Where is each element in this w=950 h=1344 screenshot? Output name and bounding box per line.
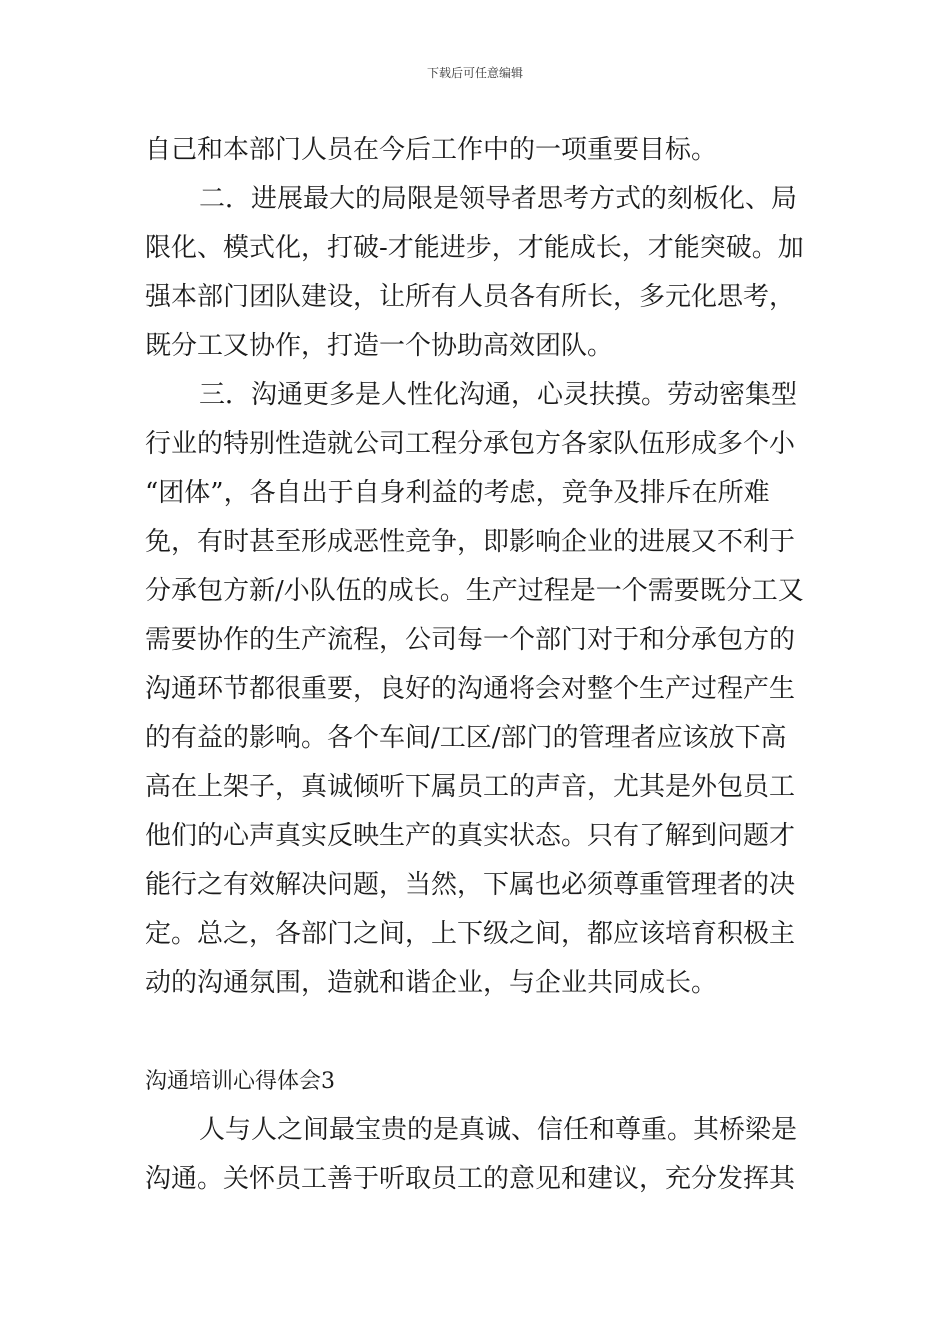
text-line: 需要协作的生产流程，公司每一个部门对于和分承包方的 xyxy=(145,625,796,655)
text-line: 的有益的影响。各个车间/工区/部门的管理者应该放下高 xyxy=(145,723,787,753)
section-title: 沟通培训心得体会3 xyxy=(145,1069,335,1094)
text-line: 高在上架子，真诚倾听下属员工的声音，尤其是外包员工 xyxy=(145,772,796,802)
text-line: 动的沟通氛围，造就和谐企业，与企业共同成长。 xyxy=(145,968,718,998)
text-line: 免，有时甚至形成恶性竞争，即影响企业的进展又不利于 xyxy=(145,527,796,557)
text-line: 能行之有效解决问题，当然，下属也必须尊重管理者的决 xyxy=(145,870,796,900)
text-line: 行业的特别性造就公司工程分承包方各家队伍形成多个小 xyxy=(145,429,796,459)
document-body xyxy=(145,126,810,1204)
text-line: 分承包方新/小队伍的成长。生产过程是一个需要既分工又 xyxy=(145,576,804,606)
text-line: “团体”，各自出于自身利益的考虑，竞争及排斥在所难 xyxy=(145,478,770,508)
section-paragraph-start: 人与人之间最宝贵的是真诚、信任和尊重。其桥梁是 xyxy=(199,1115,798,1145)
text-line: 既分工又协作，打造一个协助高效团队。 xyxy=(145,331,614,361)
paragraph-2-start: 二．进展最大的局限是领导者思考方式的刻板化、局 xyxy=(199,184,798,214)
text-line: 自己和本部门人员在今后工作中的一项重要目标。 xyxy=(145,135,718,165)
paragraph-3-start: 三．沟通更多是人性化沟通，心灵扶摸。劳动密集型 xyxy=(199,380,798,410)
text-line: 他们的心声真实反映生产的真实状态。只有了解到问题才 xyxy=(145,821,796,851)
text-line: 沟通环节都很重要，良好的沟通将会对整个生产过程产生 xyxy=(145,674,796,704)
text-line: 定。总之，各部门之间，上下级之间，都应该培育积极主 xyxy=(145,919,796,949)
text-line: 限化、模式化，打破-才能进步，才能成长，才能突破。加 xyxy=(145,233,804,263)
page-header-note: 下载后可任意编辑 xyxy=(426,66,523,80)
text-line: 沟通。关怀员工善于听取员工的意见和建议，充分发挥其 xyxy=(145,1164,796,1194)
text-line: 强本部门团队建设，让所有人员各有所长，多元化思考， xyxy=(145,282,796,312)
